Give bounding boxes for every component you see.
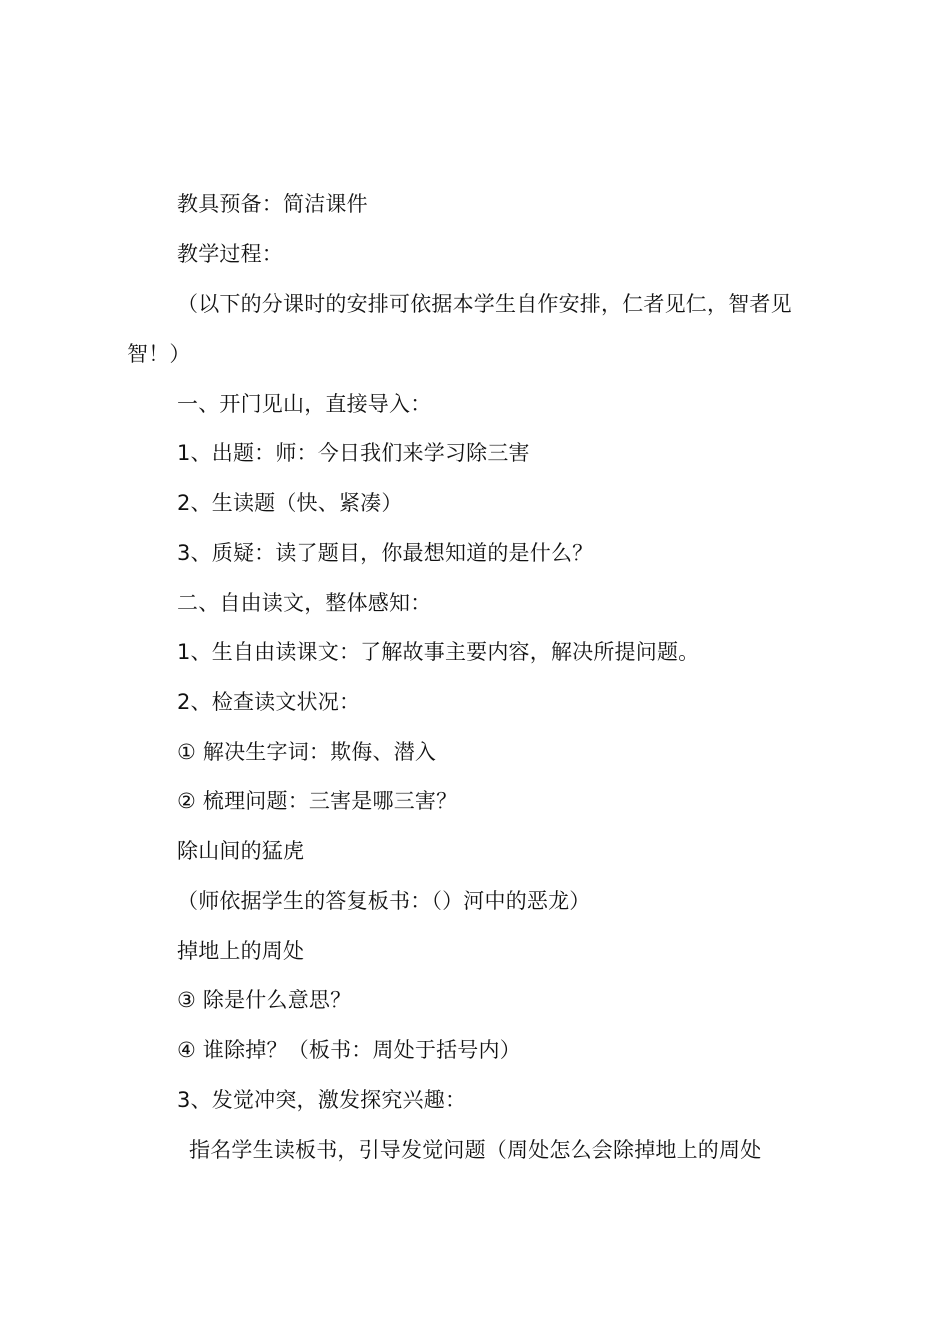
board-zhouchu-line: 掉地上的周处 <box>177 939 305 963</box>
step-2-read-title-line: 2、生读题（快、紧凑） <box>177 491 403 515</box>
meaning-question-line: ③ 除是什么意思？ <box>177 988 352 1012</box>
teaching-process-heading: 教学过程： <box>177 242 283 266</box>
step-1-title-line: 1、出题：师：今日我们来学习除三害 <box>177 441 530 465</box>
three-harms-question-line: ② 梳理问题：三害是哪三害？ <box>177 789 458 813</box>
teaching-aids-line: 教具预备：简洁课件 <box>177 192 368 216</box>
step-3-question-line: 3、质疑：读了题目，你最想知道的是什么？ <box>177 541 594 565</box>
step-3-conflict-line: 3、发觉冲突，激发探究兴趣： <box>177 1088 467 1112</box>
read-board-line: 指名学生读板书，引导发觉问题（周处怎么会除掉地上的周处 <box>189 1138 762 1162</box>
vocabulary-line: ① 解决生字词：欺侮、潜入 <box>177 740 437 764</box>
section-one-heading: 一、开门见山，直接导入： <box>177 392 432 416</box>
board-tiger-line: 除山间的猛虎 <box>177 839 305 863</box>
board-dragon-line: （师依据学生的答复板书：（）河中的恶龙） <box>177 889 591 913</box>
check-reading-line: 2、检查读文状况： <box>177 690 361 714</box>
section-two-heading: 二、自由读文，整体感知： <box>177 591 432 615</box>
arrangement-note-line-2: 智！） <box>127 342 191 366</box>
arrangement-note-line-1: （以下的分课时的安排可依据本学生自作安排，仁者见仁，智者见 <box>177 292 792 316</box>
free-reading-line: 1、生自由读课文：了解故事主要内容，解决所提问题。 <box>177 640 700 664</box>
who-removes-line: ④ 谁除掉？（板书：周处于括号内） <box>177 1038 521 1062</box>
